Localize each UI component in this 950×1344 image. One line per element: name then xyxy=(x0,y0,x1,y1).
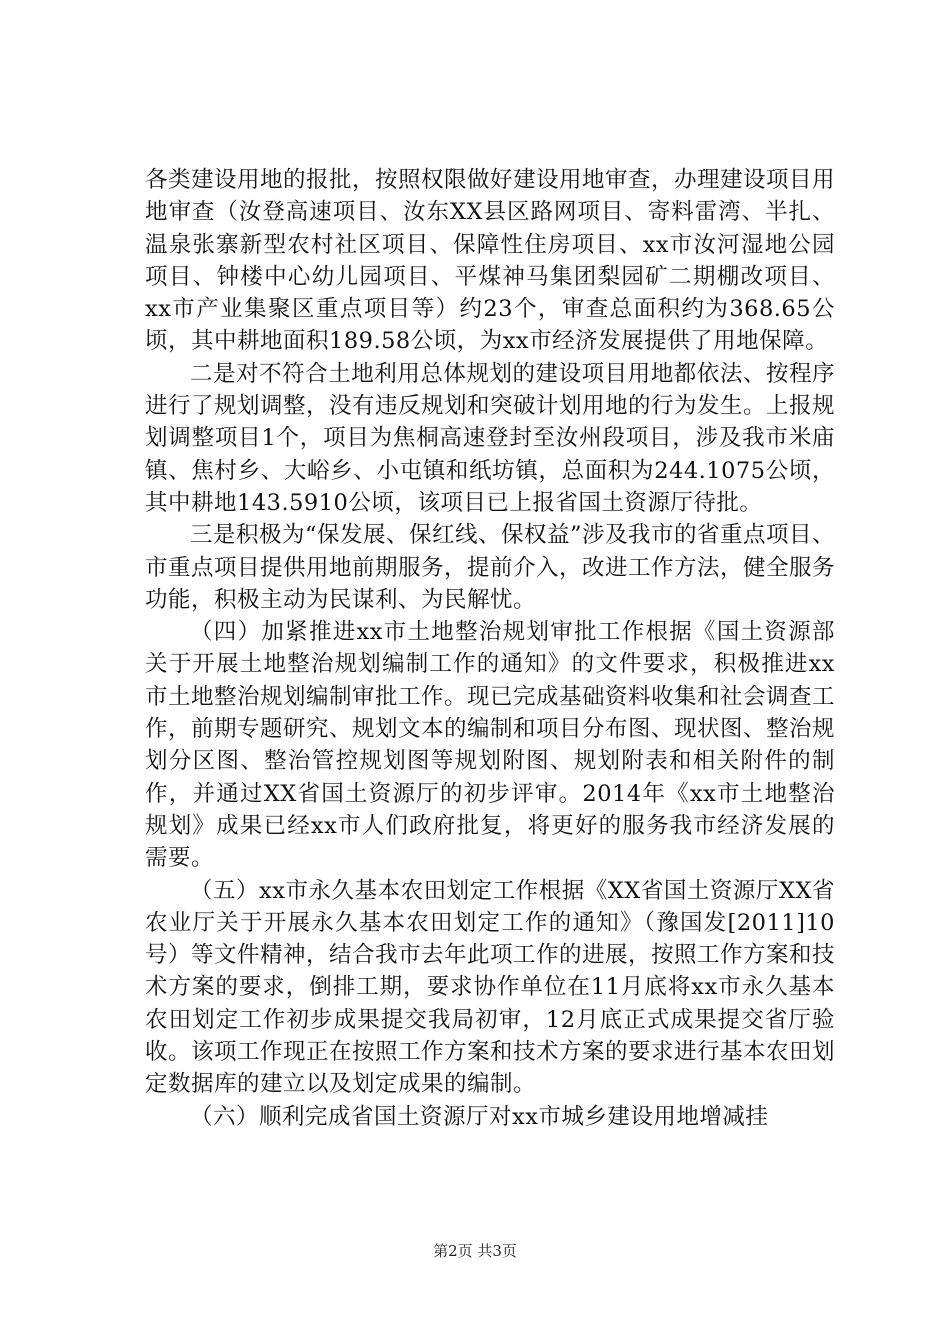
page-footer: 第2页 共3页 xyxy=(433,1242,517,1260)
paragraph-section-5: （五）xx市永久基本农田划定工作根据《XX省国土资源厅XX省农业厅关于开展永久基本农田划定工作的通知》（豫国发[2011]10号）等文件精神，结合我市去年此项工作的进展，按照工作方案和技术方案的要求，倒排工期，要求协作单位在11月底将xx市永久基本农田划定工作初步成果提交我局初审，12月底正式成果提交省厅验收。该项工作现正在按照工作方案和技术方案的要求进行基本农田划定数据库的建立以及划定成果的编制。 xyxy=(145,877,836,1098)
paragraph-section-4: （四）加紧推进xx市土地整治规划审批工作根据《国土资源部关于开展土地整治规划编制工作的通知》的文件要求，积极推进xx市土地整治规划编制审批工作。现已完成基础资料收集和社会调查工作，前期专题研究、规划文本的编制和项目分布图、现状图、整治规划分区图、整治管控规划图等规划附图、规划附表和相关附件的制作，并通过XX省国土资源厅的初步评审。2014年《xx市土地整治规划》成果已经xx市人们政府批复，将更好的服务我市经济发展的需要。 xyxy=(145,619,836,872)
paragraph-continuation: 各类建设用地的报批，按照权限做好建设用地审查，办理建设项目用地审查（汝登高速项目、汝东XX县区路网项目、寄料雷湾、半扎、温泉张寨新型农村社区项目、保障性住房项目、xx市汝河湿地公园项目、钟楼中心幼儿园项目、平煤神马集团梨园矿二期棚改项目、xx市产业集聚区重点项目等）约23个，审查总面积约为368.65公顷，其中耕地面积189.58公顷，为xx市经济发展提供了用地保障。 xyxy=(145,167,836,355)
paragraph-section-6: （六）顺利完成省国土资源厅对xx市城乡建设用地增减挂 xyxy=(190,1103,769,1130)
paragraph-planning-adjustment: 二是对不符合土地利用总体规划的建设项目用地都依法、按程序进行了规划调整，没有违反规划和突破计划用地的行为发生。上报规划调整项目1个，项目为焦桐高速登封至汝州段项目，涉及我市米庙镇、焦村乡、大峪乡、小屯镇和纸坊镇，总面积为244.1075公顷，其中耕地143.5910公顷，该项目已上报省国土资源厅待批。 xyxy=(145,360,836,516)
document-body xyxy=(145,164,835,1133)
paragraph-land-service: 三是积极为“保发展、保红线、保权益”涉及我市的省重点项目、市重点项目提供用地前期服务，提前介入，改进工作方法，健全服务功能，积极主动为民谋利、为民解忧。 xyxy=(145,522,836,613)
